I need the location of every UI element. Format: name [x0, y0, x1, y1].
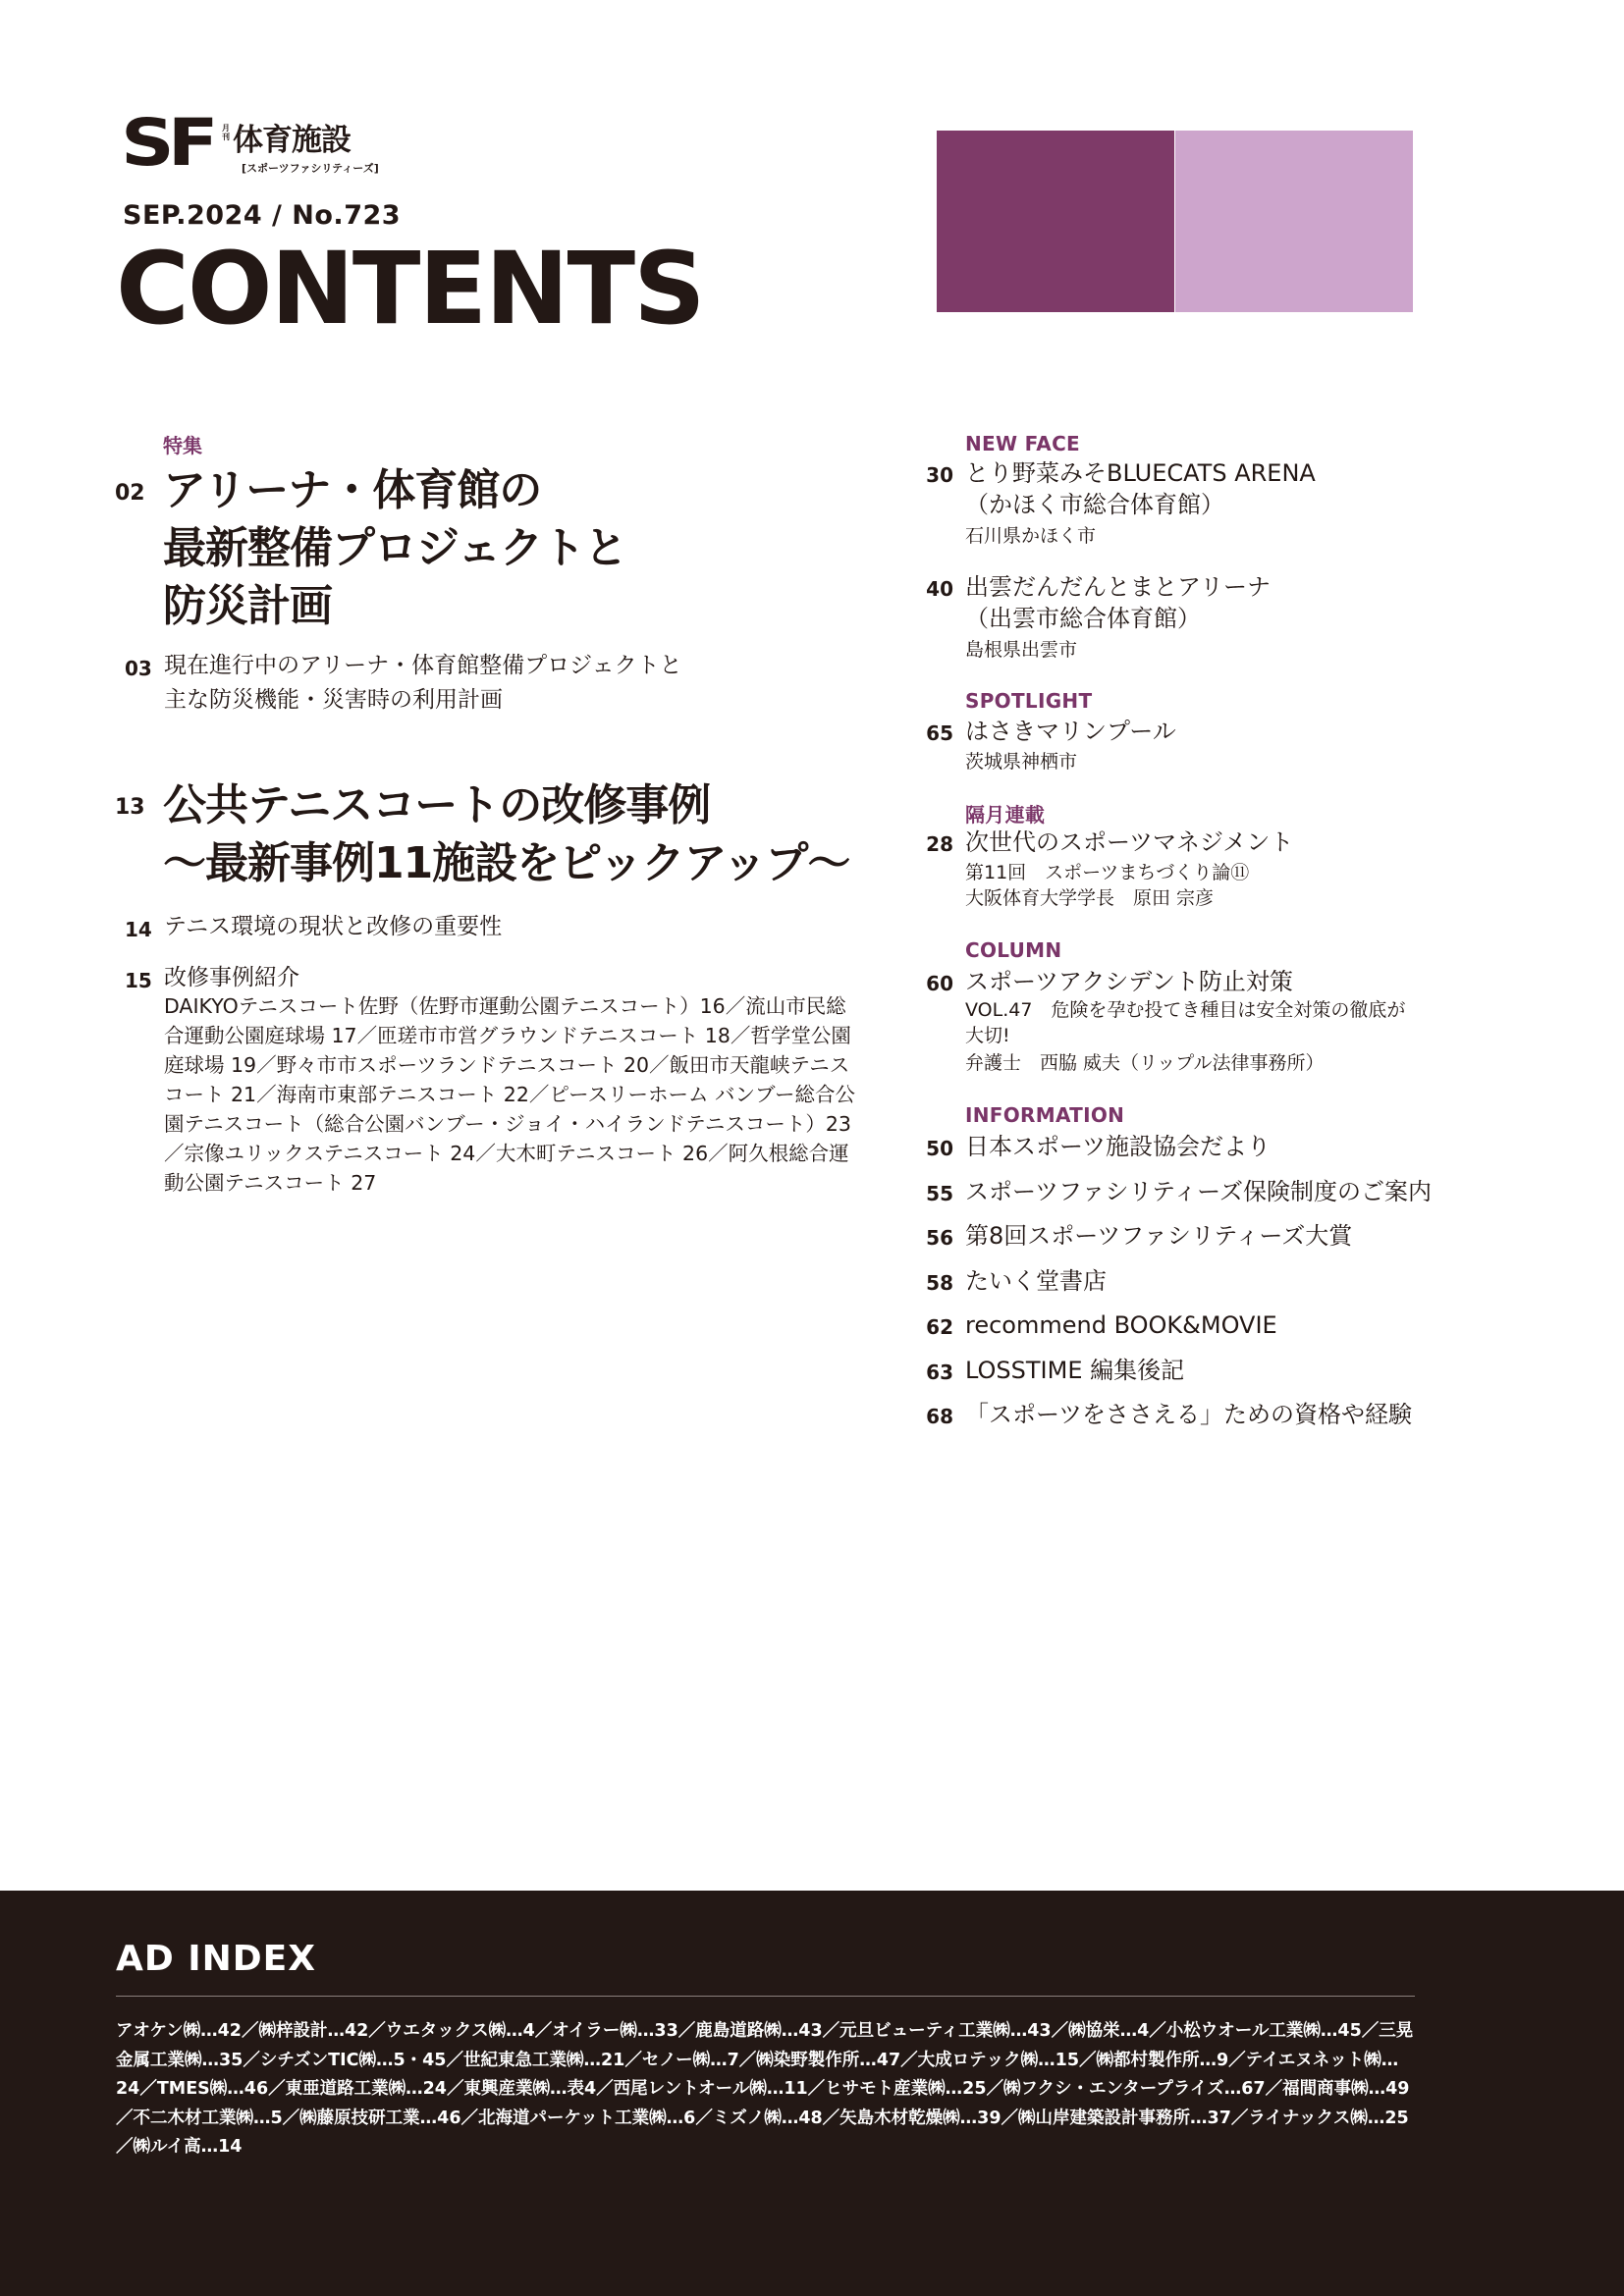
ad-index-title: AD INDEX: [116, 1939, 317, 1979]
feature-label: 特集: [163, 434, 202, 457]
subsection-line: 主な防災機能・災害時の利用計画: [164, 687, 503, 713]
entry-detail: VOL.47 危険を孕む投てき種目は安全対策の徹底が: [965, 999, 1406, 1021]
page-number: 50: [926, 1137, 953, 1160]
page-number: 40: [926, 577, 953, 601]
feature-title-line: 公共テニスコートの改修事例: [163, 780, 711, 830]
subsection-page-number: 14: [125, 918, 152, 941]
entry-title: とり野菜みそBLUECATS ARENA: [965, 459, 1316, 487]
color-swatch-dark: [937, 131, 1174, 312]
section-heading-spotlight: SPOTLIGHT: [965, 689, 1093, 713]
entry-location: 島根県出雲市: [965, 639, 1078, 661]
subsection-page-number: 15: [125, 969, 152, 992]
sf-logo-mark: SF: [121, 105, 212, 181]
info-item: recommend BOOK&MOVIE: [965, 1311, 1277, 1339]
info-item: たいく堂書店: [965, 1267, 1107, 1295]
entry-author: 弁護士 西脇 威夫（リップル法律事務所）: [965, 1052, 1325, 1074]
ad-index-list: アオケン㈱…42／㈱梓設計…42／ウエタックス㈱…4／オイラー㈱…33／鹿島道路㈱…43／元旦ビューティ工業㈱…43／㈱協栄…4／小松ウオール工業㈱…45／三晃金属工業㈱…35／シチズンTIC㈱…5・45／世紀東急工業㈱…21／セノー㈱…7／㈱染野製作所…47／大成ロテック㈱…15／㈱都村製作所…9／テイエヌネット㈱…24／TMES㈱…46／東亜道路工業㈱…24／東興産業㈱…表4／西尾レントオール㈱…11／ヒサモト産業㈱…25／㈱フクシ・エンタープライズ…67／福間商事㈱…49／不二木材工業㈱…5／㈱藤原技研工業…46／北海道パーケット工業㈱…6／ミズノ㈱…48／矢島木材乾燥㈱…39／㈱山岸建築設計事務所…37／ライナックス㈱…25／㈱ルイ高…14: [116, 2021, 1414, 2157]
subsection-title: 改修事例紹介: [164, 965, 299, 990]
entry-location: 茨城県神栖市: [965, 751, 1078, 773]
feature-title: [163, 776, 849, 892]
entry-author: 大阪体育大学学長 原田 宗彦: [965, 887, 1215, 909]
page-number: 68: [926, 1405, 953, 1428]
page-number: 28: [926, 832, 953, 856]
issue-date: SEP.2024 / No.723: [123, 200, 402, 231]
section-heading-information: INFORMATION: [965, 1103, 1125, 1127]
feature-title-line: ～最新事例11施設をピックアップ～: [163, 838, 850, 888]
ad-index-divider: [116, 1996, 1415, 1997]
page-number: 65: [926, 721, 953, 745]
section-heading-column: COLUMN: [965, 938, 1062, 962]
feature-title: [163, 461, 626, 635]
entry-title: スポーツアクシデント防止対策: [965, 968, 1293, 995]
page-number: 62: [926, 1315, 953, 1339]
subsection-title: [164, 649, 682, 718]
entry-title-sub: （かほく市総合体育館）: [965, 491, 1224, 518]
page-number: 56: [926, 1226, 953, 1250]
page-title: CONTENTS: [116, 231, 704, 347]
info-item: 日本スポーツ施設協会だより: [965, 1133, 1272, 1160]
entry-title: はさきマリンプール: [965, 718, 1176, 745]
entry-title: 出雲だんだんとまとアリーナ: [965, 573, 1272, 601]
subsection-page-number: 03: [125, 657, 152, 680]
info-item: LOSSTIME 編集後記: [965, 1357, 1185, 1384]
feature-page-number: 13: [115, 795, 145, 820]
logo-monthly-label: 月刊: [222, 124, 230, 141]
entry-title-sub: （出雲市総合体育館）: [965, 605, 1201, 632]
feature-title-line: アリーナ・体育館の: [163, 465, 542, 515]
color-swatch-light: [1175, 131, 1413, 312]
page-number: 60: [926, 972, 953, 995]
logo-subtitle: [スポーツファシリティーズ]: [242, 162, 379, 175]
feature-page-number: 02: [115, 481, 145, 506]
logo-title: 体育施設: [233, 123, 351, 158]
section-heading-serial: 隔月連載: [965, 803, 1046, 827]
info-item: 第8回スポーツファシリティーズ大賞: [965, 1222, 1353, 1250]
page-number: 55: [926, 1182, 953, 1205]
feature-title-line: 最新整備プロジェクトと: [163, 523, 627, 573]
entry-detail: 第11回 スポーツまちづくり論⑪: [965, 862, 1250, 883]
examples-list: DAIKYOテニスコート佐野（佐野市運動公園テニスコート）16／流山市民総合運動公園庭球場 17／匝瑳市市営グラウンドテニスコート 18／哲学堂公園庭球場 19／野々市市スポーツランドテニスコート 20／飯田市天龍峡テニスコート 21／海南市東部テニスコート 22／ピースリーホーム バンブー総合公園テニスコート（総合公園バンブー・ジョイ・ハイランドテニスコート）23／宗像ユリックステニスコート 24／大木町テニスコート 26／阿久根総合運動公園テニスコート 27: [164, 994, 855, 1195]
page-number: 58: [926, 1271, 953, 1295]
feature-title-line: 防災計画: [163, 581, 332, 631]
info-item: スポーツファシリティーズ保険制度のご案内: [965, 1178, 1432, 1205]
page-number: 63: [926, 1361, 953, 1384]
subsection-title: テニス環境の現状と改修の重要性: [164, 914, 503, 939]
info-item: 「スポーツをささえる」ための資格や経験: [965, 1401, 1413, 1428]
entry-detail: 大切!: [965, 1025, 1010, 1046]
subsection-line: 現在進行中のアリーナ・体育館整備プロジェクトと: [164, 653, 682, 678]
section-heading-new-face: NEW FACE: [965, 432, 1081, 455]
entry-title: 次世代のスポーツマネジメント: [965, 828, 1294, 856]
entry-location: 石川県かほく市: [965, 525, 1097, 547]
page-number: 30: [926, 463, 953, 487]
